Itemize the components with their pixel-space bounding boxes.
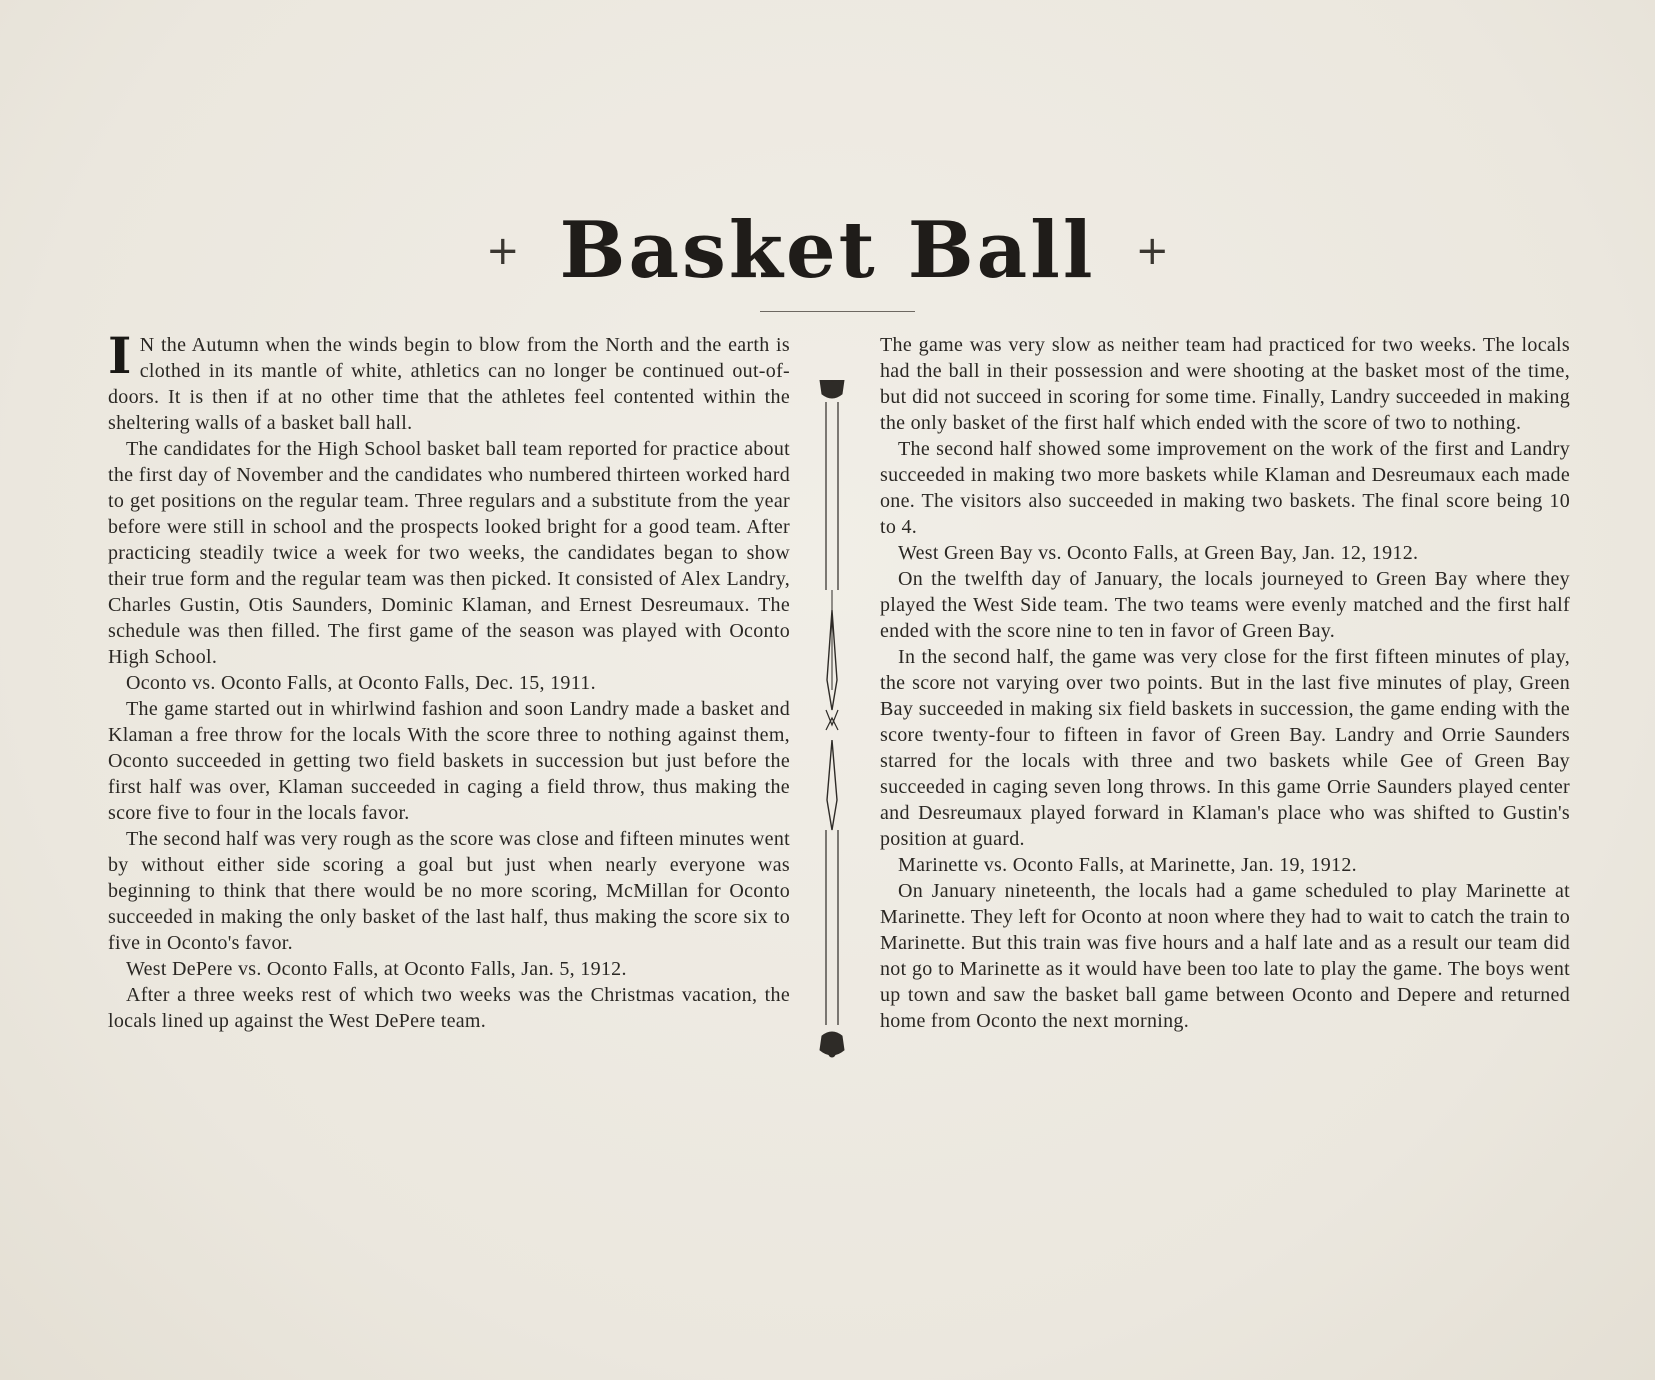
right-paragraph-7: On January nineteenth, the locals had a game scheduled to play Marinette at Marinette. They left for Oconto at noon where they had to wait to catch the train to Marinette. But this train was five hours and a half late and as a result our team did not go to Marinette as it would have been too late to play the game. The boys went up town and saw the basket ball game between Oconto and Depere and returned home from Oconto the next morning. (880, 880, 1570, 1032)
right-paragraph-4: On the twelfth day of January, the locals journeyed to Green Bay where they played the West Side team. The two teams were evenly matched and the first half ended with the score nine to ten in favor of Green Bay. (880, 568, 1570, 642)
left-paragraph-5: The second half was very rough as the score was close and fifteen minutes went by without either side scoring a goal but just when nearly everyone was beginning to think that there would be no more scoring, McMillan for Oconto succeeded in making the only basket of the last half, thus making the score six to five in Oconto's favor. (108, 828, 790, 954)
title-rule (760, 311, 915, 312)
drop-cap: I (108, 326, 132, 385)
title-row (0, 205, 1655, 296)
right-column (880, 332, 1570, 1034)
left-paragraph-1-text: N the Autumn when the winds begin to blow from the North and the earth is clothed in its mantle of white, athletics can no longer be continued out-of-doors. It is then if at no other time that the athletes feel contented within the sheltering walls of a basket ball hall. (108, 334, 790, 434)
right-paragraph-2: The second half showed some improvement on the work of the first and Landry succeeded in making two more baskets while Klaman and Desreumaux each made one. The visitors also succeeded in making two baskets. The final score being 10 to 4. (880, 438, 1570, 538)
right-paragraph-1: The game was very slow as neither team had practiced for two weeks. The locals had the ball in their possession and were shooting at the basket most of the time, but did not succeed in scoring for some time. Finally, Landry succeeded in making the only basket of the first half which ended with the score of two to nothing. (880, 334, 1570, 434)
game-heading-west-green-bay: West Green Bay vs. Oconto Falls, at Green Bay, Jan. 12, 1912. (898, 542, 1419, 564)
left-paragraph-2: The candidates for the High School basket ball team reported for practice about the first day of November and the candidates who numbered thirteen worked hard to get positions on the regular team. Three regulars and a substitute from the year before were still in school and the prospects looked bright for a good team. After practicing steadily twice a week for two weeks, the candidates began to show their true form and the regular team was then picked. It consisted of Alex Landry, Charles Gustin, Otis Saunders, Dominic Klaman, and Ernest Desreumaux. The schedule was then filled. The first game of the season was played with Oconto High School. (108, 438, 790, 668)
page-title: Basket Ball (559, 205, 1096, 296)
right-paragraph-5: In the second half, the game was very close for the first fifteen minutes of play, the score not varying over two points. But in the last five minutes of play, Green Bay succeeded in making six field baskets in succession, the game ending with the score twenty-four to fifteen in favor of Green Bay. Landry and Orrie Saunders starred for the locals with three and two baskets while Gee of Green Bay succeeded in caging seven long throws. In this game Orrie Saunders played center and Desreumaux played forward in Klaman's place who was shifted to Gustin's position at guard. (880, 646, 1570, 850)
column-divider-ornament (812, 380, 852, 1140)
left-column (108, 326, 790, 1034)
right-ornament: + (1135, 227, 1169, 274)
game-heading-west-depere: West DePere vs. Oconto Falls, at Oconto Falls, Jan. 5, 1912. (126, 958, 627, 980)
left-paragraph-1 (108, 326, 790, 436)
left-ornament: + (486, 227, 520, 274)
left-paragraph-4: The game started out in whirlwind fashion and soon Landry made a basket and Klaman a free throw for the locals With the score three to nothing against them, Oconto succeeded in getting two field baskets in succession but just before the first half was over, Klaman succeeded in caging a field throw, thus making the score five to four in the locals favor. (108, 698, 790, 824)
game-heading-marinette: Marinette vs. Oconto Falls, at Marinette, Jan. 19, 1912. (898, 854, 1357, 876)
game-heading-oconto: Oconto vs. Oconto Falls, at Oconto Falls, Dec. 15, 1911. (126, 672, 596, 694)
left-paragraph-7: After a three weeks rest of which two weeks was the Christmas vacation, the locals lined up against the West DePere team. (108, 984, 790, 1032)
